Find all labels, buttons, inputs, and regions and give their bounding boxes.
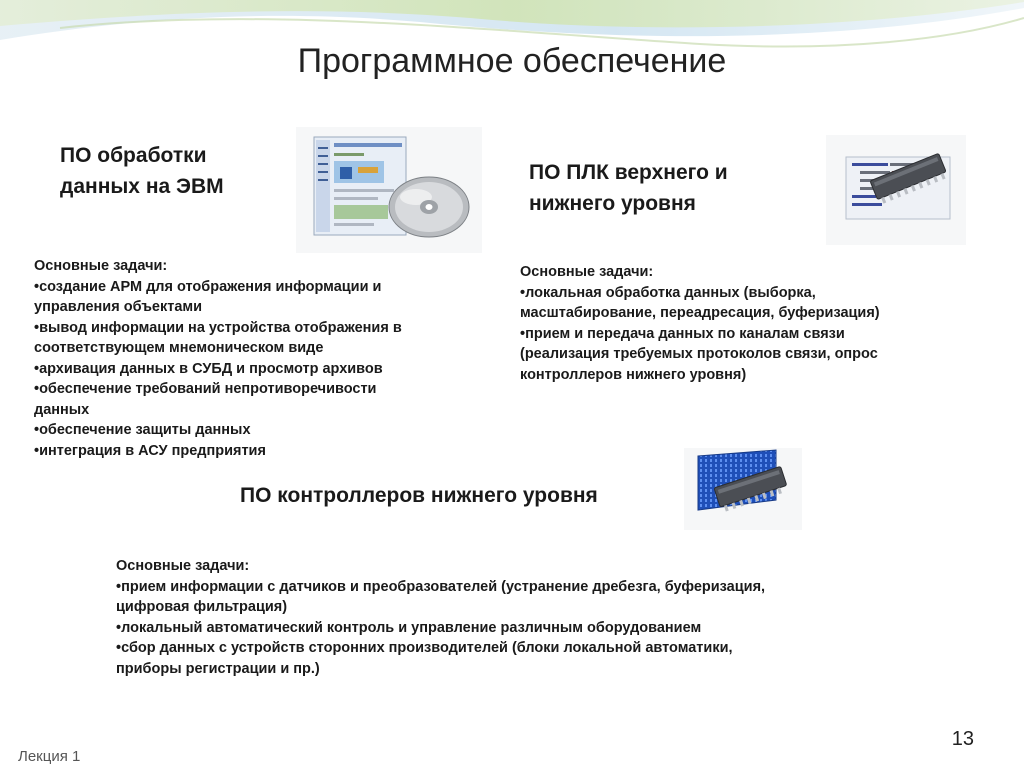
- section-controllers-image: [684, 448, 802, 530]
- task-line: цифровая фильтрация): [116, 599, 288, 615]
- section-plc-tasks: [520, 262, 880, 385]
- heading-line: данных на ЭВМ: [60, 175, 224, 198]
- task-line: •прием и передача данных по каналам связи: [520, 325, 845, 342]
- task-line: Основные задачи:: [34, 258, 168, 274]
- task-line: •интеграция в АСУ предприятия: [34, 442, 266, 459]
- cd-disc-icon: [389, 177, 469, 237]
- task-line: приборы регистрации и пр.): [116, 660, 320, 677]
- task-line: •сбор данных с устройств сторонних производителей (блоки локальной автоматики,: [116, 640, 733, 656]
- section-evm-image: [296, 127, 482, 253]
- task-line: •локальная обработка данных (выборка,: [520, 284, 816, 301]
- task-line: (реализация требуемых протоколов связи, опрос: [520, 346, 878, 362]
- task-line: •локальный автоматический контроль и управление различным оборудованием: [116, 619, 702, 636]
- heading-line: нижнего уровня: [529, 192, 696, 215]
- task-line: •архивация данных в СУБД и просмотр архивов: [34, 360, 383, 377]
- section-controllers-tasks: [116, 556, 765, 679]
- section-evm-heading: [60, 140, 224, 202]
- task-line: соответствующем мнемоническом виде: [34, 340, 324, 356]
- heading-line: ПО обработки: [60, 144, 207, 167]
- task-line: •вывод информации на устройства отображения в: [34, 319, 402, 336]
- task-line: данных: [34, 401, 90, 418]
- section-plc-image: [826, 135, 966, 245]
- section-controllers-heading: ПО контроллеров нижнего уровня: [240, 484, 598, 507]
- section-evm-tasks: [34, 256, 402, 461]
- task-line: •прием информации с датчиков и преобразователей (устранение дребезга, буферизация,: [116, 578, 766, 595]
- task-line: управления объектами: [34, 299, 203, 315]
- task-line: масштабирование, переадресация, буферизация): [520, 305, 880, 321]
- task-line: •создание АРМ для отображения информации и: [34, 278, 382, 295]
- page-number: 13: [951, 728, 974, 750]
- task-line: Основные задачи:: [520, 264, 654, 280]
- task-line: •обеспечение защиты данных: [34, 422, 251, 438]
- slide-title: Программное обеспечение: [297, 42, 727, 80]
- footer-label: Лекция 1: [18, 748, 81, 765]
- task-line: контроллеров нижнего уровня): [520, 366, 747, 383]
- task-line: Основные задачи:: [116, 558, 250, 574]
- task-line: •обеспечение требований непротиворечивости: [34, 381, 377, 397]
- section-plc-heading: [529, 157, 728, 219]
- software-screenshot-icon: [314, 137, 406, 235]
- heading-line: ПО ПЛК верхнего и: [529, 161, 728, 184]
